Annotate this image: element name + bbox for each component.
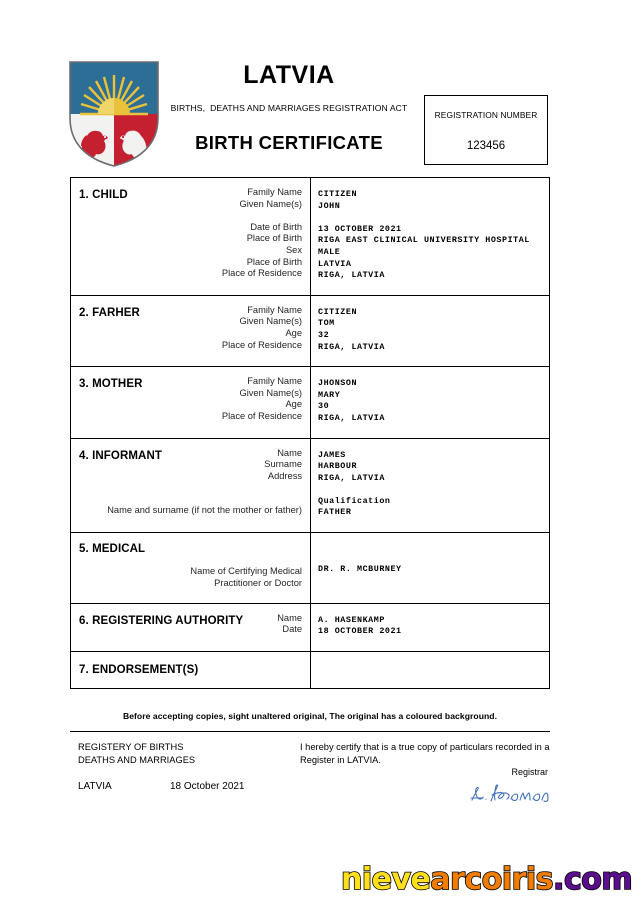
registration-act-line: BIRTHS, DEATHS AND MARRIAGES REGISTRATION ACT	[170, 102, 408, 113]
value-date-of-birth: 13 OCTOBER 2021	[318, 223, 402, 234]
coat-of-arms-icon	[68, 60, 160, 168]
section-father-left	[71, 296, 311, 366]
label-place-of-residence: Place of Residence	[221, 268, 302, 279]
value-address: RIGA, LATVIA	[318, 472, 385, 483]
registration-number-label: REGISTRATION NUMBER	[434, 110, 538, 120]
label-date-of-birth: Date of Birth	[250, 221, 302, 232]
section-registering-authority-heading: 6. REGISTERING AUTHORITY	[79, 614, 244, 627]
section-child-heading: 1. CHILD	[79, 189, 128, 201]
footer-notice: Before accepting copies, sight unaltered original, The original has a coloured background.	[122, 711, 498, 721]
label-address: Address	[267, 470, 302, 481]
section-registering-authority-values	[318, 615, 549, 638]
value-sex: MALE	[318, 246, 341, 257]
value-family-name: CITIZEN	[318, 306, 358, 317]
certificate-title: BIRTH CERTIFICATE	[195, 131, 383, 153]
label-name: Name	[277, 447, 302, 458]
section-informant-labels	[264, 448, 302, 483]
section-child-values	[318, 189, 549, 282]
value-place-of-residence: RIGA, LATVIA	[318, 412, 385, 423]
section-endorsements	[71, 652, 549, 688]
value-age: 30	[318, 401, 330, 412]
label-place-of-residence: Place of Residence	[221, 339, 302, 350]
label-age: Age	[285, 327, 302, 338]
section-registering-authority	[71, 604, 549, 652]
section-mother-heading: 3. MOTHER	[79, 378, 143, 391]
section-endorsements-left	[71, 652, 311, 688]
watermark-part-3: .com	[553, 862, 633, 897]
value-age: 32	[318, 329, 330, 340]
value-given-names: TOM	[318, 318, 335, 329]
value-name: JAMES	[318, 449, 346, 460]
section-medical-left	[71, 533, 311, 603]
value-place-of-residence: RIGA, LATVIA	[318, 270, 385, 281]
header-title-block	[160, 62, 418, 154]
watermark-part-2: arcoiris	[430, 862, 554, 897]
section-endorsements-right	[311, 652, 549, 688]
value-family-name: CITIZEN	[318, 189, 358, 199]
section-father-labels	[222, 305, 302, 351]
label-given-names: Given Name(s)	[239, 387, 302, 398]
value-given-names: MARY	[318, 389, 341, 400]
section-registering-authority-labels	[277, 613, 302, 636]
registry-address	[78, 741, 195, 766]
informant-note: Name and surname (if not the mother or father)	[107, 505, 302, 516]
value-registration-date: 18 OCTOBER 2021	[318, 626, 402, 637]
registration-number-value: 123456	[466, 140, 506, 152]
label-sex: Sex	[285, 244, 302, 255]
value-place-of-birth: RIGA EAST CLINICAL UNIVERSITY HOSPITAL	[318, 235, 530, 246]
label-place-of-birth: Place of Birth	[246, 233, 302, 244]
section-registering-authority-right	[311, 604, 549, 651]
section-informant-heading: 4. INFORMANT	[79, 449, 162, 462]
section-father-right	[311, 296, 549, 366]
value-place-of-residence: RIGA, LATVIA	[318, 341, 385, 352]
label-given-names: Given Name(s)	[239, 198, 302, 209]
watermark-part-1: nieve	[341, 862, 431, 897]
section-mother-values	[318, 378, 549, 424]
section-child-right	[311, 178, 549, 295]
label-practitioner-or-doctor: Practitioner or Doctor	[214, 578, 302, 589]
label-date: Date	[282, 624, 302, 635]
registrar-signature	[466, 780, 552, 808]
section-father-heading: 2. FARHER	[79, 306, 140, 319]
section-medical-heading: 5. MEDICAL	[79, 543, 146, 556]
footer-country: LATVIA	[78, 781, 112, 792]
section-father	[71, 296, 549, 367]
section-endorsements-heading: 7. ENDORSEMENT(S)	[79, 663, 199, 676]
label-family-name: Family Name	[247, 304, 302, 315]
registry-line-1: REGISTERY OF BIRTHS	[78, 742, 184, 752]
label-place-of-residence: Place of Residence	[221, 410, 302, 421]
section-informant-left	[71, 439, 311, 533]
registrar-label: Registrar	[511, 767, 548, 777]
certificate-form-table	[70, 177, 550, 689]
section-mother	[71, 367, 549, 438]
label-place-of-birth-country: Place of Birth	[246, 256, 302, 267]
label-family-name: Family Name	[247, 376, 302, 387]
section-medical	[71, 533, 549, 604]
value-qualification-label: Qualification	[318, 495, 391, 506]
section-informant-values	[318, 450, 549, 520]
label-family-name: Family Name	[247, 187, 302, 197]
section-medical-values	[318, 552, 549, 575]
value-given-names: JOHN	[318, 200, 341, 211]
section-child-left	[71, 178, 311, 295]
registration-number-box	[424, 95, 548, 165]
section-medical-labels	[79, 566, 302, 589]
footer-country-date	[78, 781, 245, 792]
section-child	[71, 178, 549, 296]
footer-divider	[70, 731, 550, 732]
label-surname: Surname	[264, 459, 302, 470]
section-informant-right	[311, 439, 549, 533]
label-given-names: Given Name(s)	[239, 316, 302, 327]
label-certifying-medical: Name of Certifying Medical	[190, 566, 302, 577]
section-mother-left	[71, 367, 311, 437]
section-informant	[71, 439, 549, 534]
value-qualification: FATHER	[318, 507, 352, 518]
country-name: LATVIA	[243, 61, 335, 89]
section-child-labels	[222, 187, 302, 280]
section-father-values	[318, 307, 549, 353]
certification-statement	[300, 741, 550, 766]
label-age: Age	[285, 399, 302, 410]
section-mother-right	[311, 367, 549, 437]
registry-line-2: DEATHS AND MARRIAGES	[78, 754, 196, 765]
value-registrar-name: A. HASENKAMP	[318, 614, 385, 625]
value-surname: HARBOUR	[318, 461, 358, 472]
value-doctor-name: DR. R. MCBURNEY	[318, 563, 402, 574]
label-name: Name	[277, 612, 302, 623]
value-family-name: JHONSON	[318, 378, 358, 389]
section-registering-authority-left	[71, 604, 311, 651]
section-medical-right	[311, 533, 549, 603]
site-watermark	[341, 862, 632, 897]
footer-date: 18 October 2021	[170, 781, 245, 792]
certificate-header	[0, 0, 642, 172]
value-place-of-birth-country: LATVIA	[318, 258, 352, 269]
certify-line-2: Register in LATVIA.	[300, 754, 381, 765]
certify-line-1: I hereby certify that is a true copy of particulars recorded in a	[300, 742, 550, 752]
section-mother-labels	[222, 376, 302, 422]
